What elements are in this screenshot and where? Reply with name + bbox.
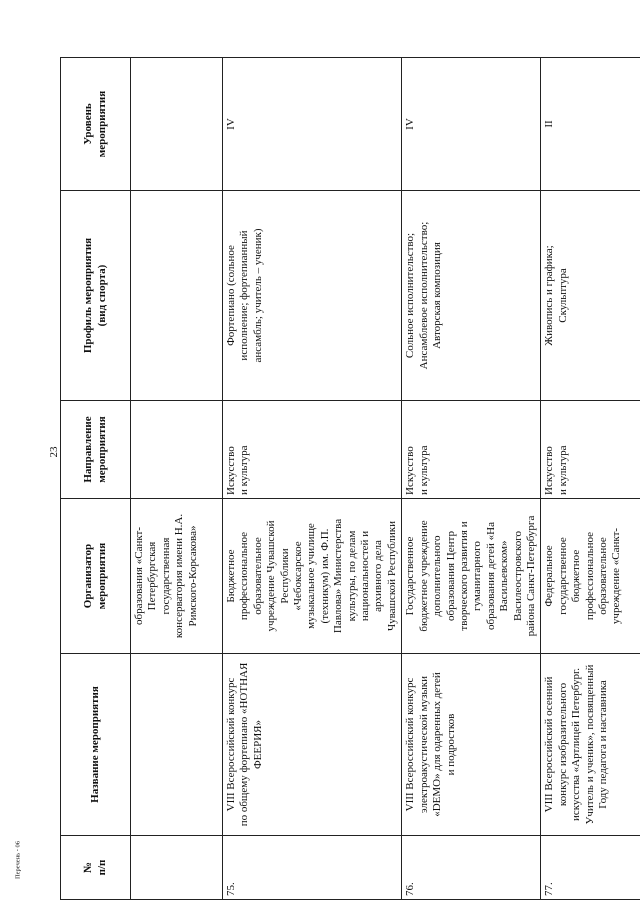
header-direction: Направление мероприятия <box>61 401 131 499</box>
row-direction: Искусство и культура <box>402 401 541 499</box>
row-profile: Живопись и графика; Скульптура <box>541 191 640 401</box>
row-organizer: образования «Санкт- Петербургская государственная консерватория имени Н.А. Римского-Корсакова» <box>131 499 223 654</box>
row-num <box>131 836 223 900</box>
row-num: 76. <box>402 836 541 900</box>
row-profile <box>131 191 223 401</box>
header-name: Название мероприятия <box>61 654 131 836</box>
header-organizer: Организатор мероприятия <box>61 499 131 654</box>
row-direction: Искусство и культура <box>541 401 640 499</box>
row-level: II <box>541 58 640 191</box>
row-name: VIII Всероссийский конкурс электроакустической музыки «DEMO» для одаренных детей и подростков <box>402 654 541 836</box>
row-organizer: Государственное бюджетное учреждение дополнительного образования Центр творческого развития и гуманитарного образования детей «На Васильевском» Василеостровского района Санкт-Петербурга <box>402 499 541 654</box>
table-header-row <box>61 58 131 900</box>
table-row <box>402 58 541 900</box>
events-table <box>60 57 640 900</box>
row-level <box>131 58 223 191</box>
rotated-page-area <box>60 58 639 900</box>
page-number: 23 <box>48 446 60 458</box>
header-profile: Профиль мероприятия (вид спорта) <box>61 191 131 401</box>
row-organizer: Бюджетное профессиональное образовательное учреждение Чувашской Республики «Чебоксарское музыкальное училище (техникум) им. Ф.П. Павлова» Министерства культуры, по делам национальностей и архивного дела Чувашской Республики <box>223 499 402 654</box>
row-direction: Искусство и культура <box>223 401 402 499</box>
table-row <box>541 58 640 900</box>
header-level: Уровень мероприятия <box>61 58 131 191</box>
row-profile: Фортепиано (сольное исполнение; фортепианный ансамбль; учитель – ученик) <box>223 191 402 401</box>
row-name: VIII Всероссийский осенний конкурс изобразительного искусства «Артлицей Петербург. Учитель и ученик», посвященный Году педагога и наставника <box>541 654 640 836</box>
header-num: № п/п <box>61 836 131 900</box>
row-direction <box>131 401 223 499</box>
row-organizer: Федеральное государственное бюджетное профессиональное образовательное учреждение «Санкт- <box>541 499 640 654</box>
row-num: 75. <box>223 836 402 900</box>
row-name <box>131 654 223 836</box>
row-name: VIII Всероссийский конкурс по общему фортепиано «НОТНАЯ ФЕЕРИЯ» <box>223 654 402 836</box>
footer-text: Перечень - 06 <box>14 840 22 880</box>
row-profile: Сольное исполнительство; Ансамблевое исполнительство; Авторская композиция <box>402 191 541 401</box>
row-level: IV <box>402 58 541 191</box>
row-num: 77. <box>541 836 640 900</box>
table-row <box>223 58 402 900</box>
row-level: IV <box>223 58 402 191</box>
table-row <box>131 58 223 900</box>
